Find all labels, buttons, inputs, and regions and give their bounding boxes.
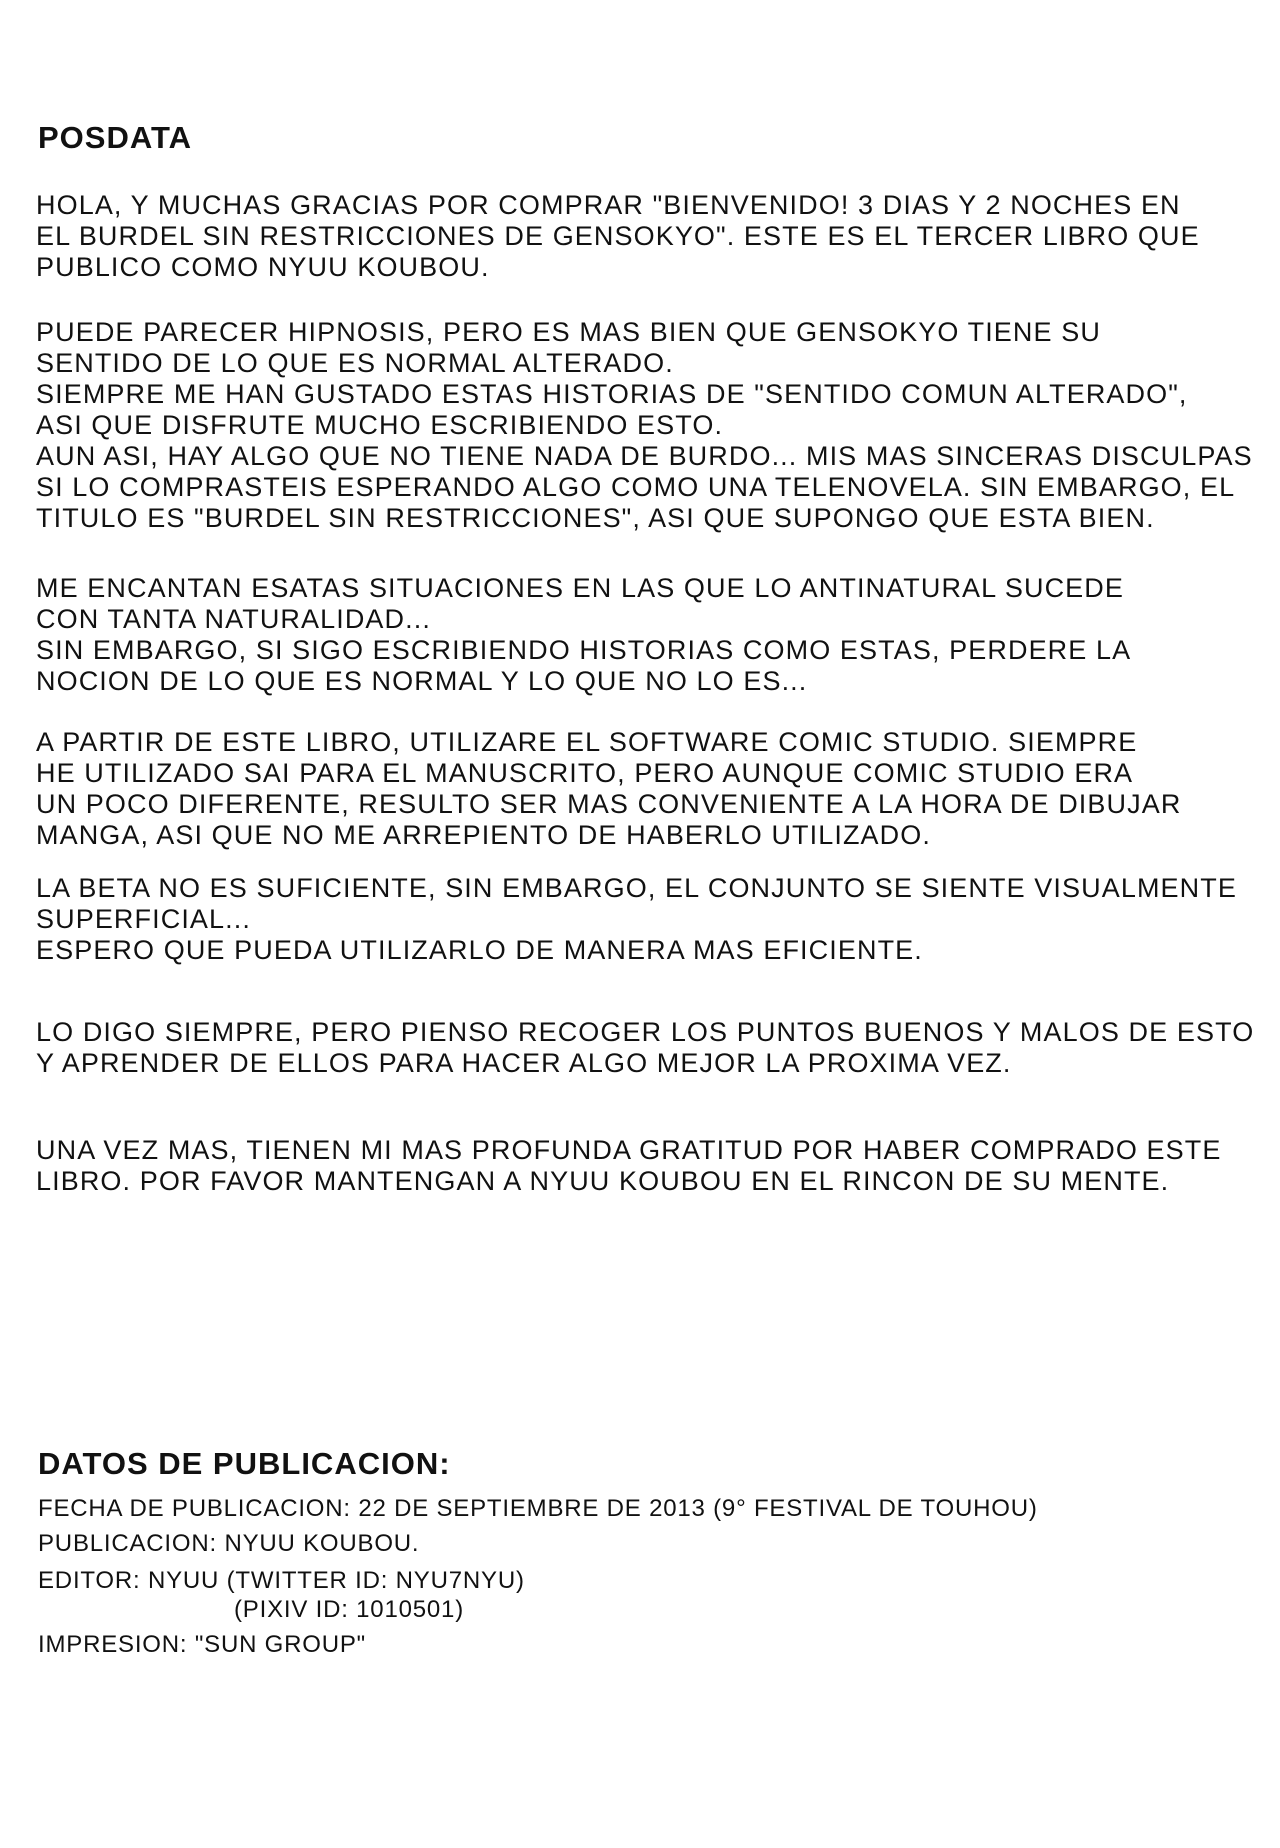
paragraph-line: MANGA, ASI QUE NO ME ARREPIENTO DE HABERLO UTILIZADO. [36, 820, 931, 850]
paragraph-line: UNA VEZ MAS, TIENEN MI MAS PROFUNDA GRATITUD POR HABER COMPRADO ESTE [36, 1135, 1222, 1165]
paragraph-situations [36, 573, 1252, 697]
paragraph-gratitude [36, 1135, 1252, 1197]
paragraph-line: SIEMPRE ME HAN GUSTADO ESTAS HISTORIAS DE "SENTIDO COMUN ALTERADO", [36, 379, 1188, 409]
paragraph-beta [36, 873, 1252, 966]
publication-date: FECHA DE PUBLICACION: 22 DE SEPTIEMBRE DE 2013 (9° FESTIVAL DE TOUHOU) [38, 1495, 1038, 1522]
paragraph-line: ASI QUE DISFRUTE MUCHO ESCRIBIENDO ESTO. [36, 410, 724, 440]
paragraph-line: PUEDE PARECER HIPNOSIS, PERO ES MAS BIEN QUE GENSOKYO TIENE SU [36, 317, 1101, 347]
publication-printing: IMPRESION: "SUN GROUP" [38, 1631, 367, 1658]
paragraph-line: Y APRENDER DE ELLOS PARA HACER ALGO MEJOR LA PROXIMA VEZ. [36, 1048, 1012, 1078]
paragraph-line: LA BETA NO ES SUFICIENTE, SIN EMBARGO, EL CONJUNTO SE SIENTE VISUALMENTE [36, 873, 1237, 903]
paragraph-learning [36, 1017, 1255, 1079]
paragraph-line: SI LO COMPRASTEIS ESPERANDO ALGO COMO UNA TELENOVELA. SIN EMBARGO, EL [36, 472, 1236, 502]
paragraph-line: ESPERO QUE PUEDA UTILIZARLO DE MANERA MAS EFICIENTE. [36, 935, 923, 965]
paragraph-line: SIN EMBARGO, SI SIGO ESCRIBIENDO HISTORIAS COMO ESTAS, PERDERE LA [36, 635, 1132, 665]
paragraph-line: HOLA, Y MUCHAS GRACIAS POR COMPRAR "BIENVENIDO! 3 DIAS Y 2 NOCHES EN [36, 190, 1181, 220]
paragraph-line: EL BURDEL SIN RESTRICCIONES DE GENSOKYO". ESTE ES EL TERCER LIBRO QUE [36, 221, 1200, 251]
paragraph-software [36, 727, 1252, 851]
publication-editor: EDITOR: NYUU (TWITTER ID: NYU7NYU) [38, 1567, 525, 1594]
paragraph-hypnosis [36, 317, 1252, 534]
paragraph-line: ME ENCANTAN ESATAS SITUACIONES EN LAS QUE LO ANTINATURAL SUCEDE [36, 573, 1124, 603]
paragraph-line: SENTIDO DE LO QUE ES NORMAL ALTERADO. [36, 348, 674, 378]
paragraph-line: HE UTILIZADO SAI PARA EL MANUSCRITO, PERO AUNQUE COMIC STUDIO ERA [36, 758, 1134, 788]
postscript-title: POSDATA [38, 120, 192, 155]
paragraph-line: AUN ASI, HAY ALGO QUE NO TIENE NADA DE BURDO... MIS MAS SINCERAS DISCULPAS [36, 441, 1253, 471]
paragraph-line: A PARTIR DE ESTE LIBRO, UTILIZARE EL SOFTWARE COMIC STUDIO. SIEMPRE [36, 727, 1138, 757]
paragraph-thanks [36, 190, 1252, 283]
paragraph-line: SUPERFICIAL... [36, 904, 251, 934]
paragraph-line: PUBLICO COMO NYUU KOUBOU. [36, 252, 490, 282]
publication-editor-pixiv: (PIXIV ID: 1010501) [234, 1596, 464, 1623]
publication-heading: DATOS DE PUBLICACION: [38, 1446, 451, 1481]
paragraph-line: LO DIGO SIEMPRE, PERO PIENSO RECOGER LOS PUNTOS BUENOS Y MALOS DE ESTO [36, 1017, 1255, 1047]
paragraph-line: LIBRO. POR FAVOR MANTENGAN A NYUU KOUBOU EN EL RINCON DE SU MENTE. [36, 1166, 1170, 1196]
paragraph-line: UN POCO DIFERENTE, RESULTO SER MAS CONVENIENTE A LA HORA DE DIBUJAR [36, 789, 1182, 819]
paragraph-line: NOCION DE LO QUE ES NORMAL Y LO QUE NO LO ES... [36, 666, 808, 696]
paragraph-line: CON TANTA NATURALIDAD... [36, 604, 431, 634]
publication-publisher: PUBLICACION: NYUU KOUBOU. [38, 1530, 420, 1557]
paragraph-line: TITULO ES "BURDEL SIN RESTRICCIONES", ASI QUE SUPONGO QUE ESTA BIEN. [36, 503, 1155, 533]
